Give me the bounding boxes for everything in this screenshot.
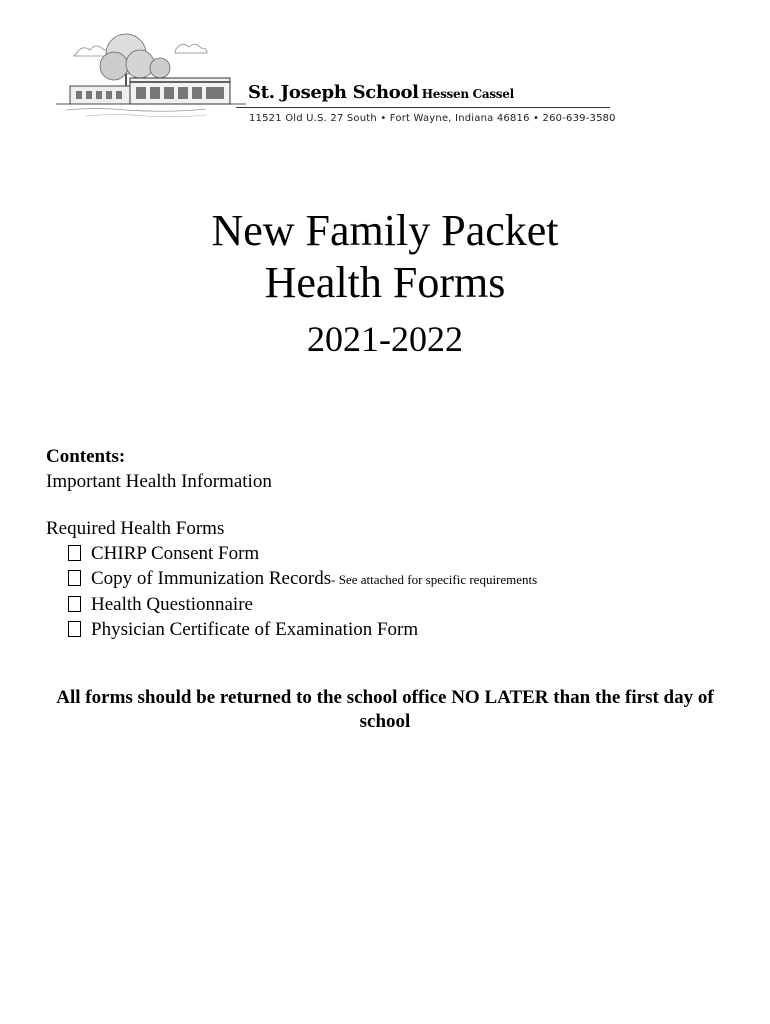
list-item [68,566,537,592]
checkbox-icon [68,596,81,612]
list-item [68,592,537,617]
required-forms-list [68,541,537,642]
school-address: 11521 Old U.S. 27 South • Fort Wayne, Indiana 46816 • 260-639-3580 [249,113,616,124]
title-block [0,205,770,365]
form-name: Physician Certificate of Examination Form [91,619,419,640]
checkbox-icon [68,545,81,561]
form-name: CHIRP Consent Form [91,543,260,564]
school-name [248,82,514,103]
contents-item-health-info: Important Health Information [46,471,272,492]
form-name: Copy of Immunization Records [91,568,332,589]
title-line-1: New Family Packet [211,206,559,255]
form-name: Health Questionnaire [91,594,253,615]
checkbox-icon [68,570,81,586]
school-year: 2021-2022 [307,319,463,359]
list-item [68,617,537,642]
checkbox-icon [68,621,81,637]
contents-section [46,444,537,642]
contents-label: Contents: [46,446,126,467]
required-forms-heading: Required Health Forms [46,518,225,539]
letterhead [56,24,616,134]
form-note: - See attached for specific requirements [331,572,538,587]
title-line-2: Health Forms [264,258,506,307]
school-name-text: St. Joseph School [248,82,419,103]
list-item [68,541,537,566]
return-deadline-notice: All forms should be returned to the school office NO LATER than the first day of school [56,687,714,732]
school-district: Hessen Cassel [421,87,514,101]
letterhead-rule [236,107,610,108]
school-building-illustration [56,24,246,134]
